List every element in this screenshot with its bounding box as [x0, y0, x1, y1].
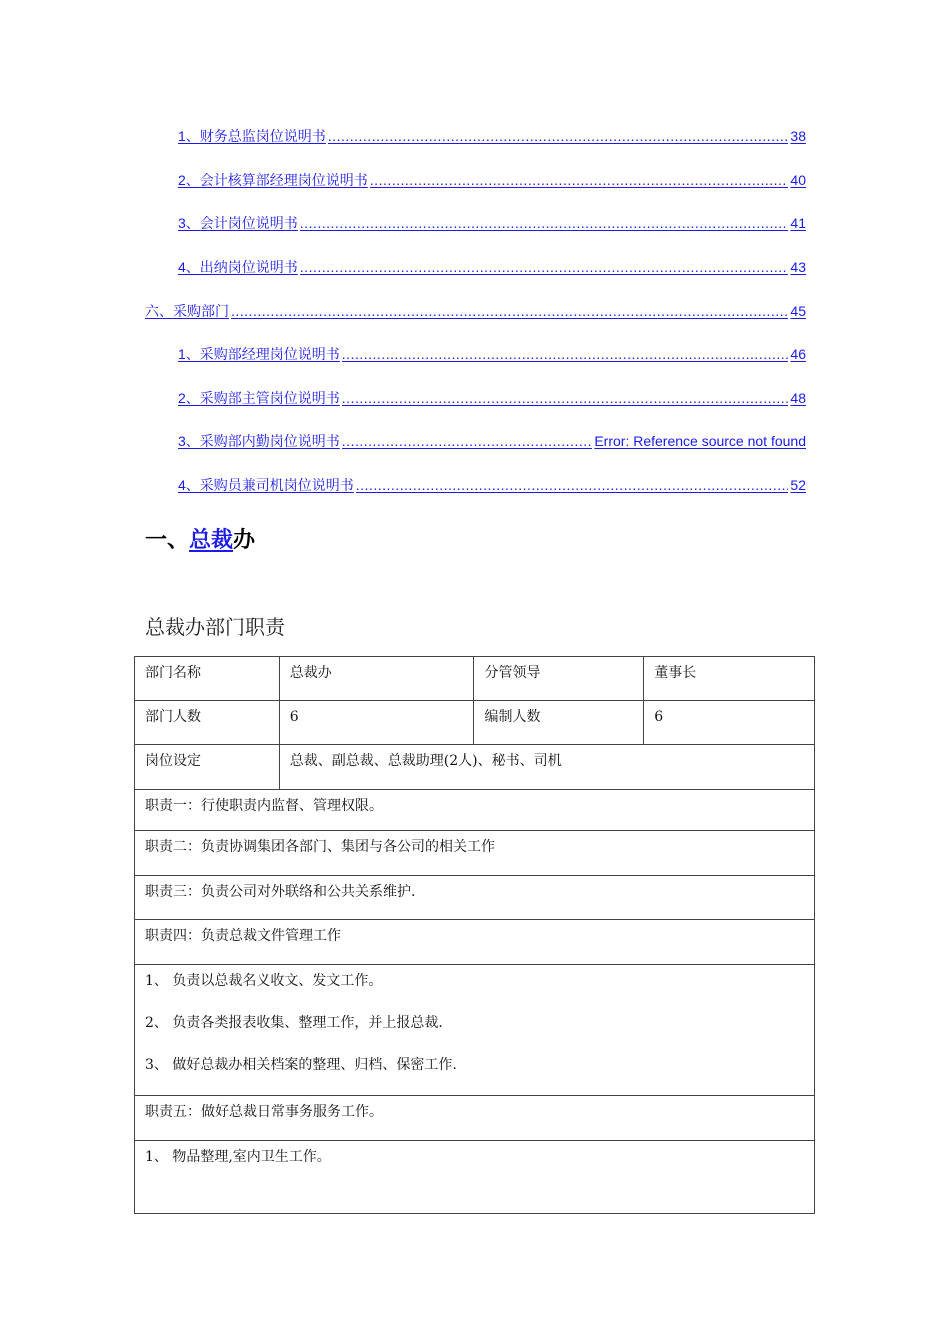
leader-value: 董事长 [644, 657, 815, 701]
toc-entry-label: 4、出纳岗位说明书 [178, 259, 298, 275]
toc-entry-page: 52 [790, 477, 806, 493]
leader-label: 分管领导 [474, 657, 644, 701]
section-heading-link[interactable]: 总裁 [189, 528, 234, 553]
section-heading-suffix: 办 [233, 528, 256, 553]
toc-entry-label: 2、会计核算部经理岗位说明书 [178, 172, 368, 188]
duty-one: 职责一：行使职责内监督、管理权限。 [135, 790, 815, 831]
table-row [135, 1141, 815, 1214]
table-row [135, 920, 815, 965]
dept-name-label: 部门名称 [135, 657, 280, 701]
toc-entry-label: 4、采购员兼司机岗位说明书 [178, 477, 354, 493]
table-row [135, 745, 815, 790]
toc-dot-leader [342, 346, 789, 362]
table-row [135, 1096, 815, 1141]
toc-dot-leader [231, 303, 788, 319]
toc-entry-page: 38 [790, 128, 806, 144]
table-row [135, 965, 815, 1096]
toc-dot-leader [342, 390, 789, 406]
toc-entry-label: 1、采购部经理岗位说明书 [178, 346, 340, 362]
toc-entry-label: 1、财务总监岗位说明书 [178, 128, 326, 144]
toc-entry[interactable] [178, 126, 806, 146]
toc-dot-leader [300, 259, 789, 275]
quota-label: 编制人数 [474, 701, 644, 745]
toc-entry-label: 3、会计岗位说明书 [178, 215, 298, 231]
toc-dot-leader [370, 172, 789, 188]
duty-five-items [135, 1141, 815, 1214]
headcount-label: 部门人数 [135, 701, 280, 745]
toc-entry-page: 46 [790, 346, 806, 362]
table-row [135, 876, 815, 920]
duty-three: 职责三：负责公司对外联络和公共关系维护. [135, 876, 815, 920]
duty-four: 职责四：负责总裁文件管理工作 [135, 920, 815, 965]
list-item: 3、 做好总裁办相关档案的整理、归档、保密工作. [145, 1057, 457, 1073]
toc-dot-leader [342, 433, 593, 449]
toc-entry[interactable] [145, 301, 806, 321]
toc-entry-page: 48 [790, 390, 806, 406]
toc-entry[interactable] [178, 388, 806, 408]
table-row [135, 831, 815, 876]
list-item: 1、 负责以总裁名义收文、发文工作。 [145, 973, 383, 989]
section-heading-prefix: 一、 [145, 528, 190, 553]
toc-entry[interactable] [178, 257, 806, 277]
duty-two: 职责二：负责协调集团各部门、集团与各公司的相关工作 [135, 831, 815, 876]
toc-dot-leader [300, 215, 789, 231]
toc-entry-page: 41 [790, 215, 806, 231]
duty-five: 职责五：做好总裁日常事务服务工作。 [135, 1096, 815, 1141]
dept-name-value: 总裁办 [279, 657, 474, 701]
table-row [135, 790, 815, 831]
toc-entry-label: 3、采购部内勤岗位说明书 [178, 433, 340, 449]
list-item: 1、 物品整理,室内卫生工作。 [145, 1149, 331, 1165]
section-heading [145, 523, 255, 554]
toc-entry-label: 六、采购部门 [145, 303, 229, 319]
positions-label: 岗位设定 [135, 745, 280, 790]
toc-entry[interactable] [178, 431, 806, 451]
quota-value: 6 [644, 701, 815, 745]
toc-entry-page: 40 [790, 172, 806, 188]
table-row [135, 657, 815, 701]
toc-entry[interactable] [178, 213, 806, 233]
toc-dot-leader [356, 477, 789, 493]
toc-entry[interactable] [178, 344, 806, 364]
toc-entry[interactable] [178, 475, 806, 495]
department-duties-table [134, 656, 815, 1214]
duty-four-items [135, 965, 815, 1096]
toc-entry[interactable] [178, 170, 806, 190]
toc-dot-leader [328, 128, 789, 144]
positions-value: 总裁、副总裁、总裁助理(2人)、秘书、司机 [279, 745, 814, 790]
toc-entry-page: 43 [790, 259, 806, 275]
toc-entry-page: 45 [790, 303, 806, 319]
table-row [135, 701, 815, 745]
list-item: 2、 负责各类报表收集、整理工作，并上报总裁. [145, 1015, 443, 1031]
department-duties-title: 总裁办部门职责 [145, 615, 285, 639]
toc-entry-label: 2、采购部主管岗位说明书 [178, 390, 340, 406]
toc-entry-page: Error: Reference source not found [594, 433, 806, 449]
headcount-value: 6 [279, 701, 474, 745]
